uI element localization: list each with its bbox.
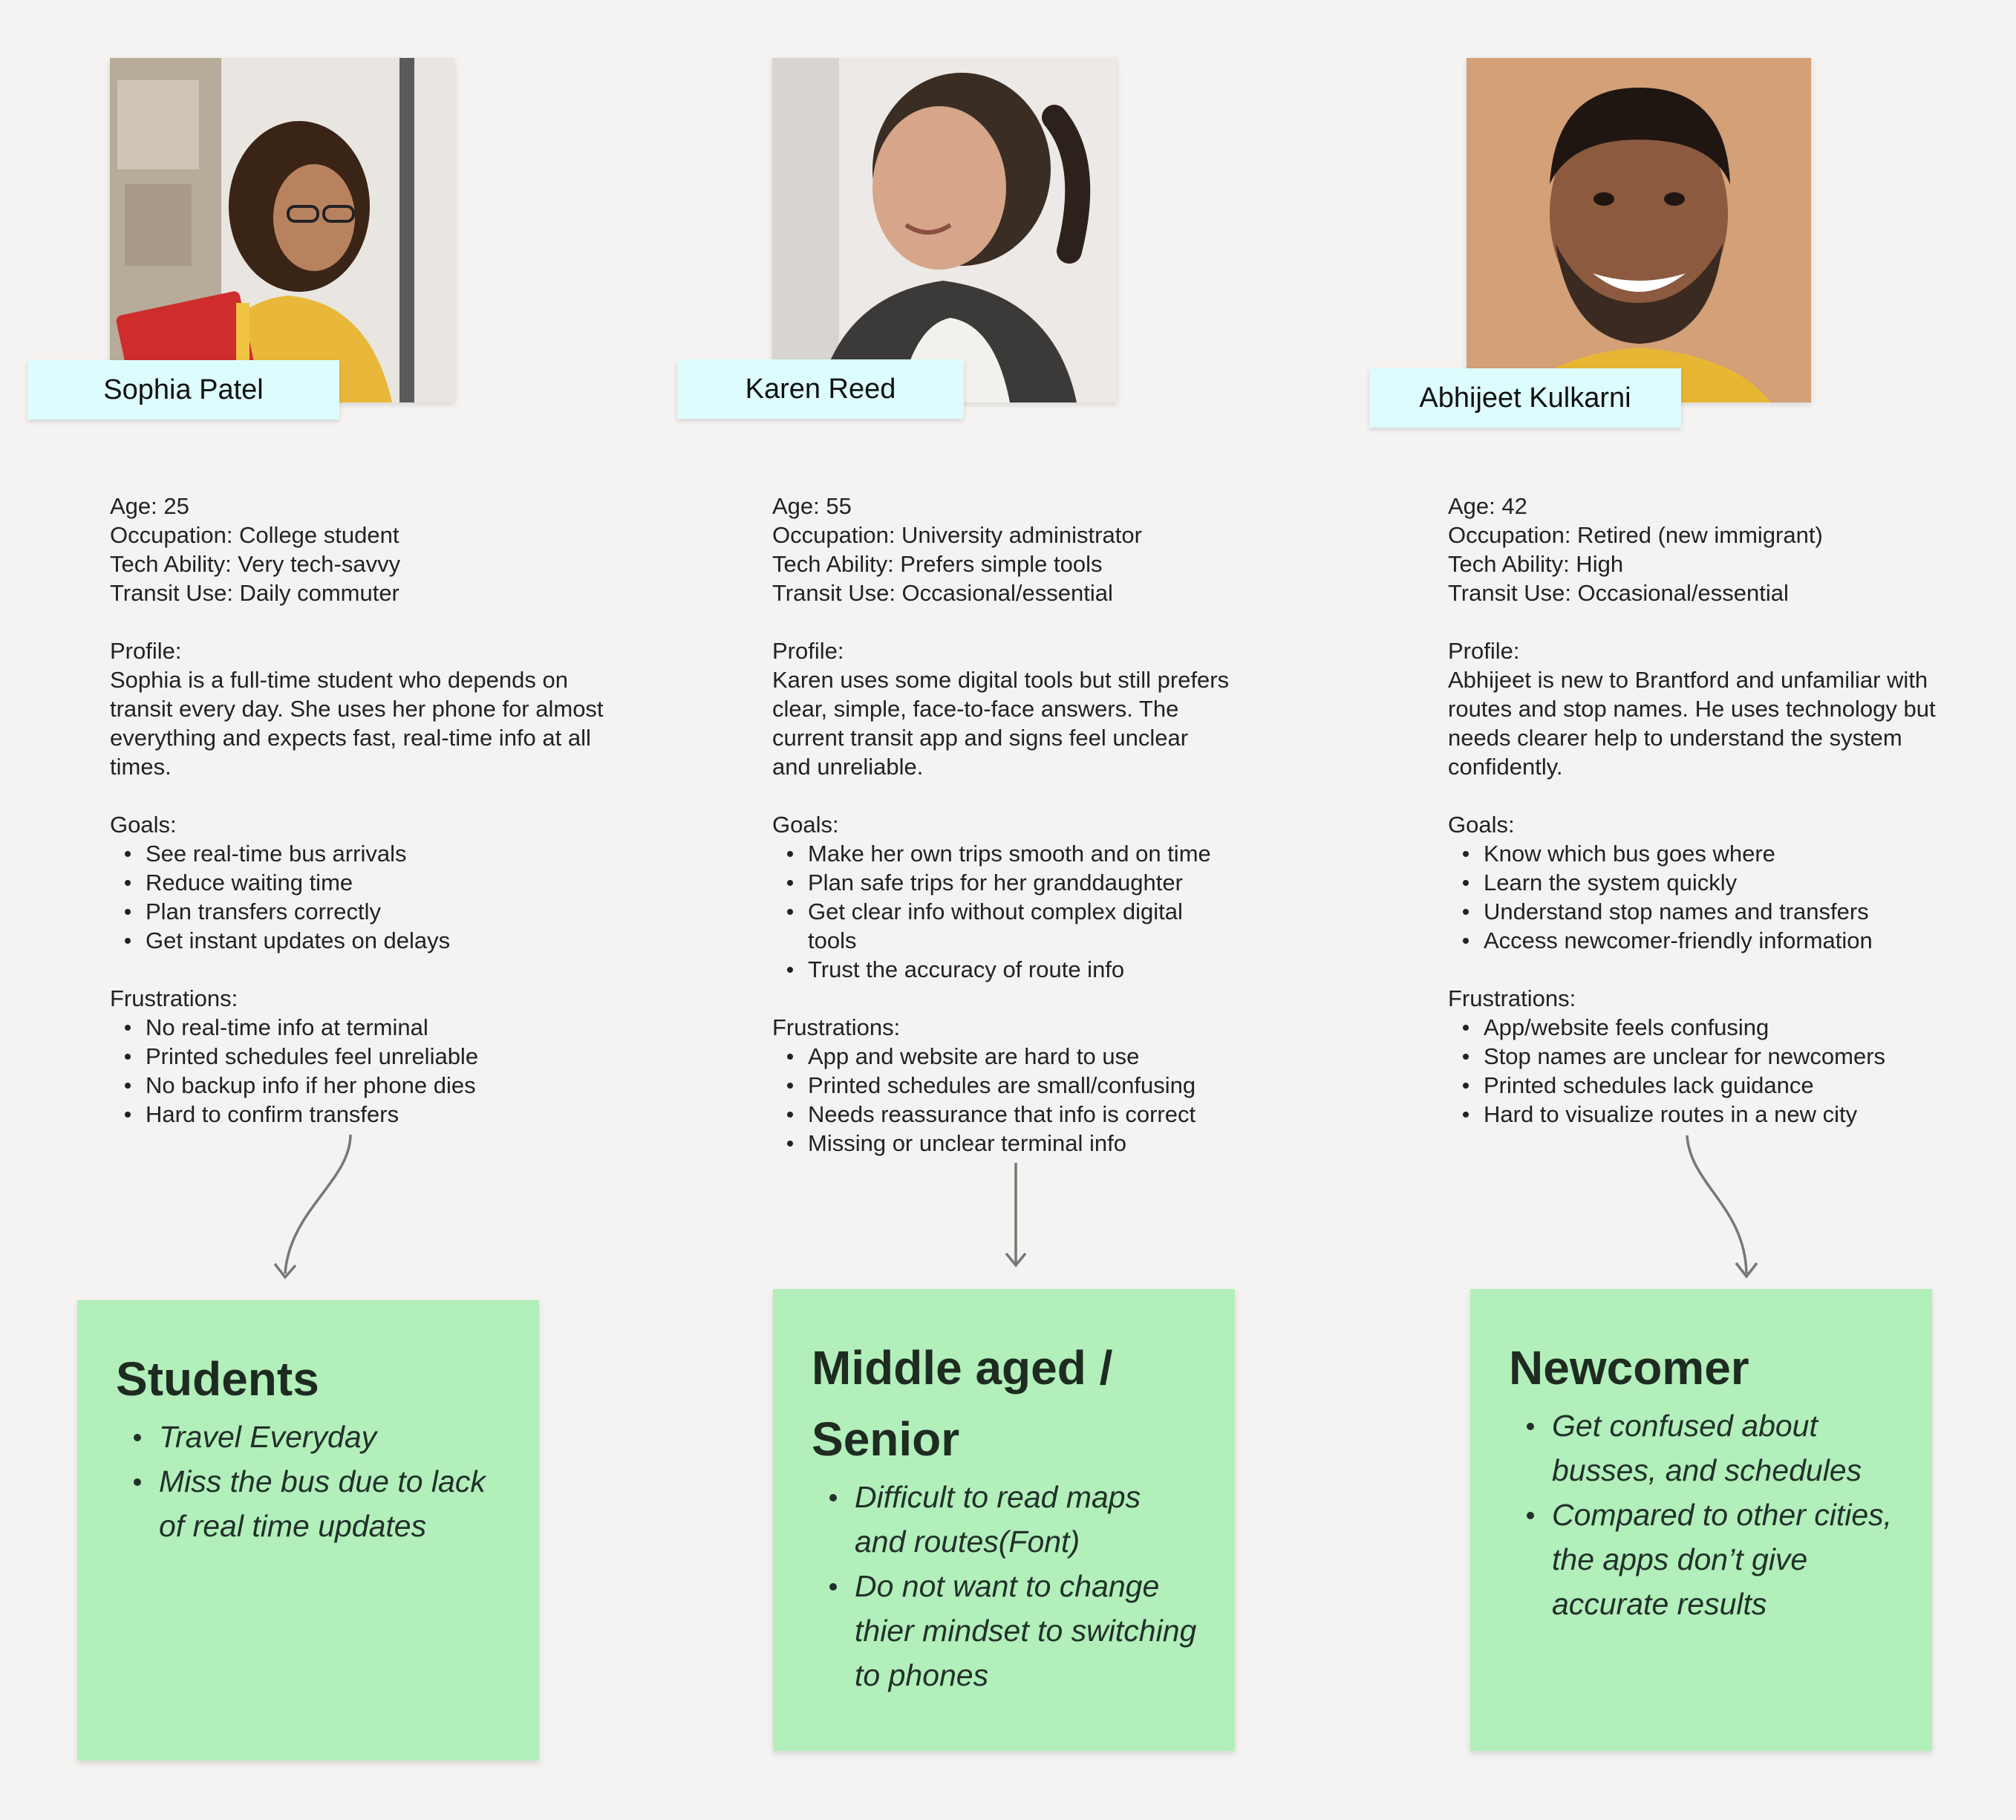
persona-transit-use: Transit Use: Occasional/essential [772,580,1113,606]
goal-item: Reduce waiting time [146,868,622,897]
frustration-item: Hard to visualize routes in a new city [1484,1100,1960,1129]
persona-tech-ability: Tech Ability: Very tech-savvy [110,551,401,577]
sticky-point: Miss the bus due to lack of real time updates [159,1459,502,1548]
sticky-point: Difficult to read maps and routes(Font) [855,1475,1198,1564]
man-portrait-icon [1467,58,1811,402]
persona-age: Age: 42 [1448,493,1527,519]
sticky-point: Travel Everyday [159,1415,502,1459]
persona-name: Abhijeet Kulkarni [1419,382,1631,414]
frustrations-heading: Frustrations: [1448,985,1576,1011]
persona-age: Age: 55 [772,493,852,519]
frustration-item: Missing or unclear terminal info [808,1129,1285,1158]
persona-age: Age: 25 [110,493,189,519]
persona-photo-abhijeet [1467,58,1811,402]
sticky-point: Get confused about busses, and schedules [1552,1403,1895,1493]
frustration-item: App/website feels confusing [1484,1013,1960,1042]
goals-heading: Goals: [110,812,177,838]
persona-occupation: Occupation: University administrator [772,522,1142,548]
frustration-item: Printed schedules lack guidance [1484,1071,1960,1100]
persona-transit-use: Transit Use: Occasional/essential [1448,580,1789,606]
persona-name: Karen Reed [745,373,896,405]
profile-heading: Profile: [772,638,844,664]
goals-list [110,839,622,955]
profile-text: Sophia is a full-time student who depends on transit every day. She uses her phone for almost everything and expects fast, real-time info at all times. [110,667,604,780]
goals-heading: Goals: [772,812,839,838]
goal-item: Understand stop names and transfers [1484,897,1960,926]
persona-tech-ability: Tech Ability: Prefers simple tools [772,551,1103,577]
persona-details-abhijeet [1448,492,1960,1129]
sticky-title: Students [116,1352,319,1406]
frustration-item: App and website are hard to use [808,1042,1285,1071]
goal-item: See real-time bus arrivals [146,839,622,868]
persona-details-sophia [110,492,622,1129]
sticky-title: Newcomer [1509,1341,1749,1395]
persona-name-tag-sophia [27,360,339,420]
profile-heading: Profile: [1448,638,1520,664]
sticky-points [1509,1403,1895,1626]
goal-item: Trust the accuracy of route info [808,955,1268,984]
profile-text: Abhijeet is new to Brantford and unfamiliar with routes and stop names. He uses technology but needs clearer help to understand the system confidently. [1448,667,1936,780]
frustrations-heading: Frustrations: [110,985,238,1011]
profile-heading: Profile: [110,638,182,664]
persona-name-tag-karen [677,359,964,419]
persona-occupation: Occupation: Retired (new immigrant) [1448,522,1823,548]
frustration-item: Printed schedules feel unreliable [146,1042,622,1071]
persona-transit-use: Transit Use: Daily commuter [110,580,399,606]
curved-arrow-icon [1671,1132,1767,1281]
persona-photo-sophia [110,58,454,402]
senior-portrait-icon [772,58,1117,402]
frustrations-list [110,1013,622,1129]
goal-item: Get instant updates on delays [146,926,622,955]
curved-arrow-icon [267,1129,371,1285]
frustration-item: Printed schedules are small/confusing [808,1071,1285,1100]
sticky-title: Middle aged / Senior [812,1341,1113,1466]
sticky-note-middle-aged-senior [773,1289,1235,1751]
frustrations-heading: Frustrations: [772,1014,901,1040]
goals-list [1448,839,1960,955]
persona-details-karen [772,492,1285,1158]
sticky-note-students [77,1300,539,1761]
persona-photo-karen [772,58,1117,402]
frustration-item: Stop names are unclear for newcomers [1484,1042,1960,1071]
persona-occupation: Occupation: College student [110,522,399,548]
frustration-item: Hard to confirm transfers [146,1100,622,1129]
sticky-points [812,1475,1198,1697]
goal-item: Learn the system quickly [1484,868,1960,897]
sticky-points [116,1415,502,1548]
persona-name: Sophia Patel [103,374,264,405]
goal-item: Plan transfers correctly [146,897,622,926]
frustrations-list [772,1042,1285,1158]
sticky-point: Compared to other cities, the apps don’t give accurate results [1552,1493,1895,1626]
goal-item: Access newcomer-friendly information [1484,926,1960,955]
profile-text: Karen uses some digital tools but still prefers clear, simple, face-to-face answers. The current transit app and signs feel unclear and unreliable. [772,667,1230,780]
goal-item: Know which bus goes where [1484,839,1960,868]
frustration-item: No backup info if her phone dies [146,1071,622,1100]
persona-name-tag-abhijeet [1369,368,1681,428]
goal-item: Get clear info without complex digital tools [808,897,1224,955]
goal-item: Plan safe trips for her granddaughter [808,868,1268,897]
sticky-point: Do not want to change thier mindset to switching to phones [855,1564,1198,1697]
frustrations-list [1448,1013,1960,1129]
persona-tech-ability: Tech Ability: High [1448,551,1624,577]
goal-item: Make her own trips smooth and on time [808,839,1268,868]
student-portrait-icon [110,58,454,402]
goals-heading: Goals: [1448,812,1515,838]
goals-list [772,839,1268,984]
down-arrow-icon [1002,1158,1032,1270]
frustration-item: Needs reassurance that info is correct [808,1100,1285,1129]
frustration-item: No real-time info at terminal [146,1013,622,1042]
sticky-note-newcomer [1470,1289,1932,1751]
